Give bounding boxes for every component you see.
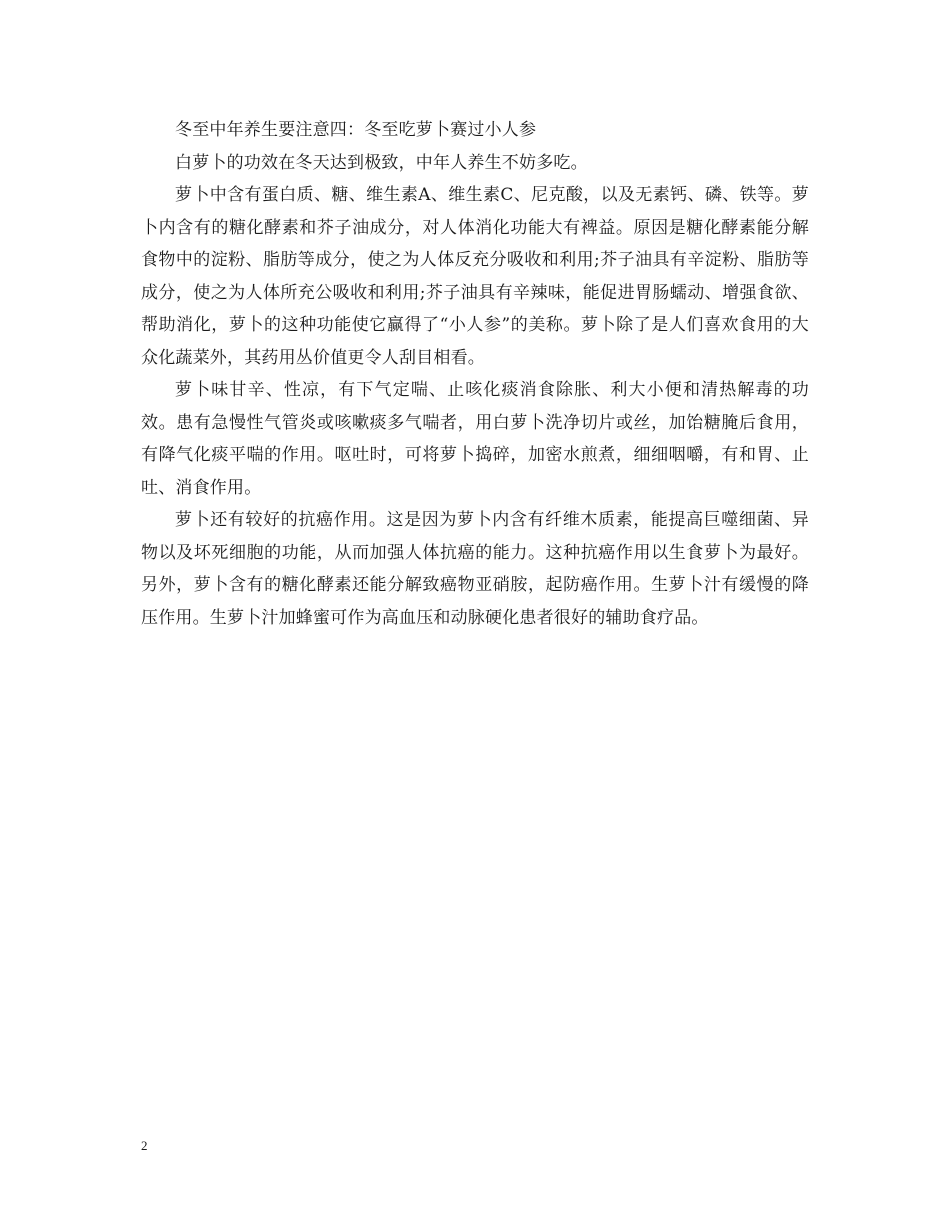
document-body — [141, 114, 809, 634]
medicinal-paragraph: 萝卜味甘辛、性凉，有下气定喘、止咳化痰消食除胀、利大小便和清热解毒的功效。患有急慢性气管炎或咳嗽痰多气喘者，用白萝卜洗净切片或丝，加饴糖腌后食用，有降气化痰平喘的作用。呕吐时，可将萝卜捣碎，加密水煎煮，细细咽嚼，有和胃、止吐、消食作用。 — [141, 380, 809, 498]
anticancer-paragraph: 萝卜还有较好的抗癌作用。这是因为萝卜内含有纤维木质素，能提高巨噬细菌、异物以及坏死细胞的功能，从而加强人体抗癌的能力。这种抗癌作用以生食萝卜为最好。另外，萝卜含有的糖化酵素还能分解致癌物亚硝胺，起防癌作用。生萝卜汁有缓慢的降压作用。生萝卜汁加蜂蜜可作为高血压和动脉硬化患者很好的辅助食疗品。 — [141, 510, 809, 628]
page-number: 2 — [141, 1138, 148, 1153]
section-heading: 冬至中年养生要注意四：冬至吃萝卜赛过小人参 — [175, 120, 537, 140]
intro-paragraph: 白萝卜的功效在冬天达到极致，中年人养生不妨多吃。 — [175, 152, 588, 173]
nutrition-paragraph: 萝卜中含有蛋白质、糖、维生素A、维生素C、尼克酸，以及无素钙、磷、铁等。萝卜内含有的糖化酵素和芥子油成分，对人体消化功能大有裨益。原因是糖化酵素能分解食物中的淀粉、脂肪等成分，使之为人体反充分吸收和利用;芥子油具有辛淀粉、脂肪等成分，使之为人体所充公吸收和利用;芥子油具有辛辣味，能促进胃肠蠕动、增强食欲、帮助消化，萝卜的这种功能使它赢得了“小人参”的美称。萝卜除了是人们喜欢食用的大众化蔬菜外，其药用丛价值更令人刮目相看。 — [141, 185, 809, 368]
